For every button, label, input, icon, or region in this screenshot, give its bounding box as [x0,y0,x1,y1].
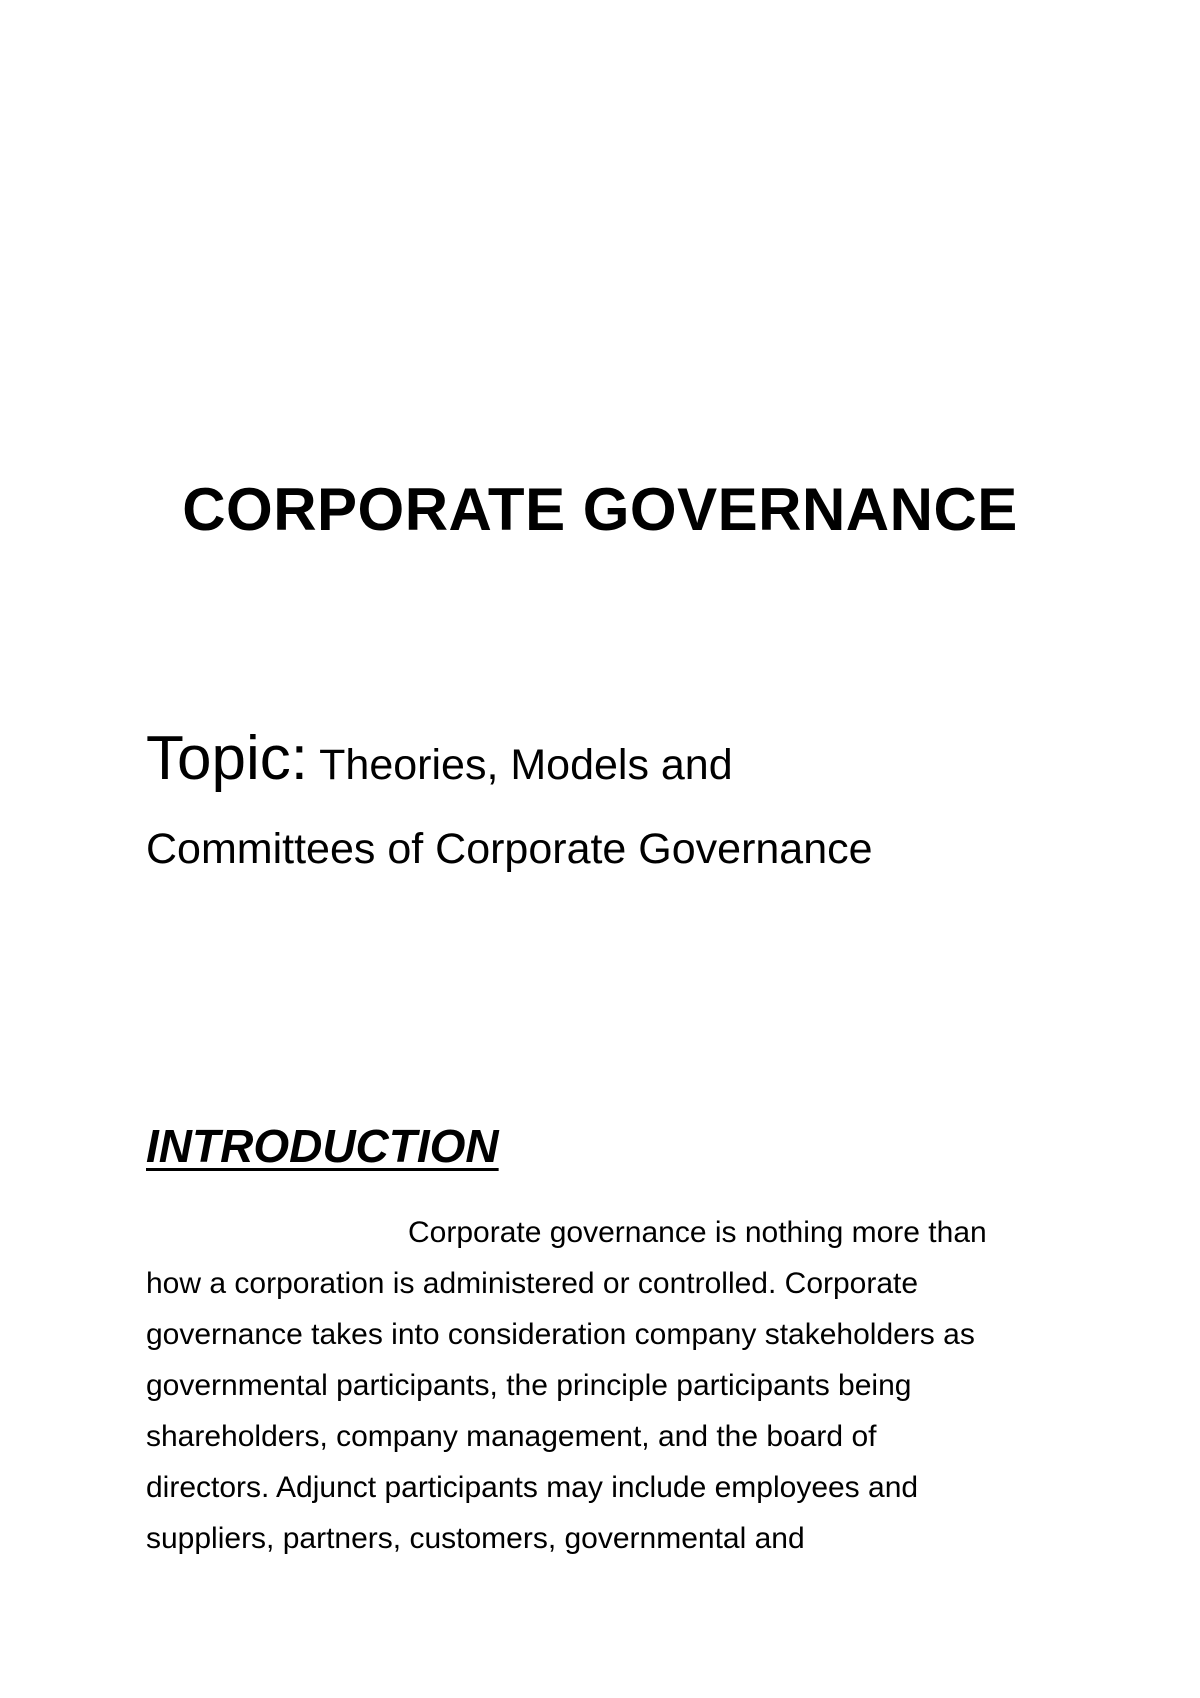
introduction-heading: INTRODUCTION [146,1120,499,1172]
topic-text-line-1: Theories, Models and [319,741,733,789]
paragraph-line: Corporate governance is nothing more than [408,1216,987,1249]
paragraph-line: directors. Adjunct participants may include employees and [146,1471,919,1504]
paragraph-line: suppliers, partners, customers, governmental and [146,1522,805,1555]
paragraph-line: governmental participants, the principle participants being [146,1369,912,1402]
topic-label: Topic: [146,724,308,793]
page-title: CORPORATE GOVERNANCE [182,476,1018,543]
topic-block [146,717,1096,891]
paragraph-line: how a corporation is administered or controlled. Corporate [146,1267,919,1300]
topic-text-line-2: Committees of Corporate Governance [146,825,873,873]
paragraph-line: shareholders, company management, and the board of [146,1420,877,1453]
introduction-paragraph [146,1207,1086,1564]
topic-line-1 [146,717,1096,807]
paragraph-line: governance takes into consideration company stakeholders as [146,1318,975,1351]
